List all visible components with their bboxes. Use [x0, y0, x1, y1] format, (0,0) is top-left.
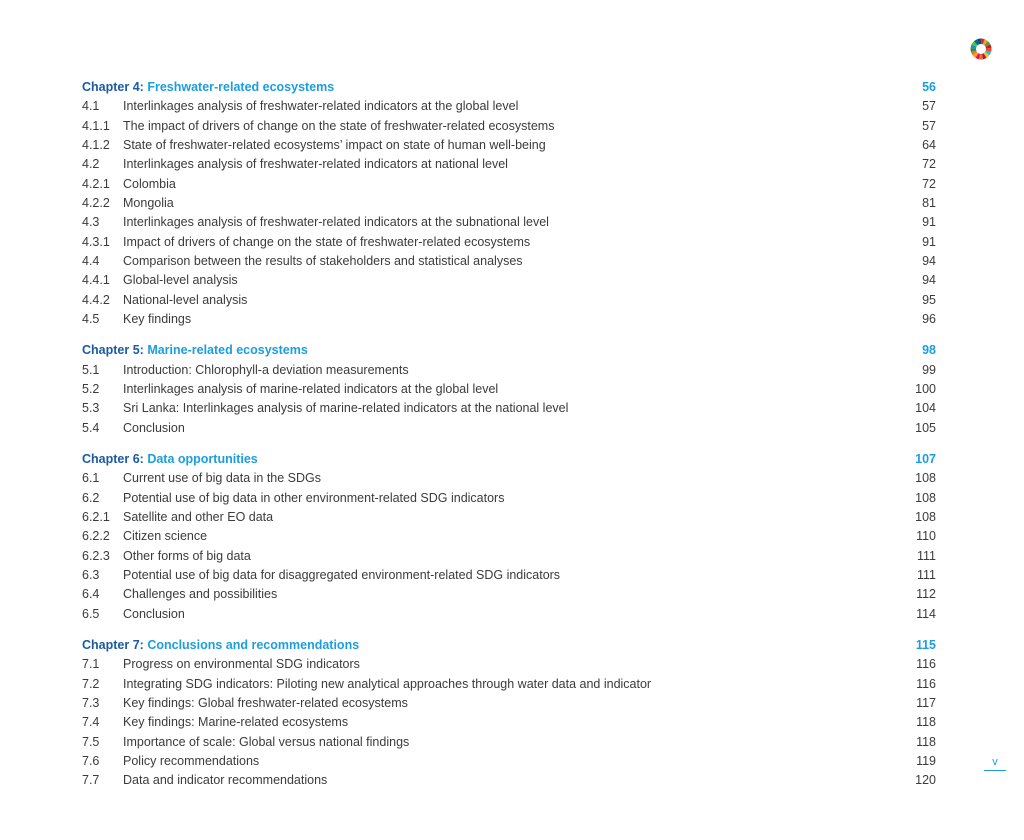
chapter-title: Conclusions and recommendations — [147, 637, 360, 652]
chapter-section — [82, 78, 936, 329]
section-page-number: 116 — [916, 657, 936, 672]
toc-entry[interactable] — [82, 271, 936, 290]
section-page-number: 112 — [916, 587, 936, 602]
chapter-prefix: Chapter 7: — [82, 637, 144, 652]
toc-entry[interactable] — [82, 547, 936, 566]
toc-entry[interactable] — [82, 527, 936, 546]
chapter-title: Freshwater-related ecosystems — [147, 80, 335, 94]
section-number: 4.2.2 — [82, 195, 110, 210]
toc-entry[interactable] — [82, 733, 936, 752]
section-title: Colombia — [123, 176, 176, 191]
toc-entry[interactable] — [82, 194, 936, 213]
section-number: 6.2.3 — [82, 548, 110, 563]
section-number: 6.2 — [82, 490, 100, 505]
toc-entry[interactable] — [82, 605, 936, 624]
section-title: Data and indicator recommendations — [123, 773, 328, 788]
toc-entry[interactable] — [82, 252, 936, 271]
toc-entry[interactable] — [82, 566, 936, 585]
table-of-contents — [82, 78, 936, 802]
section-page-number: 94 — [922, 253, 936, 268]
chapter-section — [82, 636, 936, 791]
section-number: 4.3 — [82, 215, 100, 230]
section-title: Progress on environmental SDG indicators — [123, 657, 360, 672]
chapter-title: Data opportunities — [147, 451, 258, 466]
section-page-number: 108 — [915, 471, 936, 486]
section-title: Interlinkages analysis of marine-related indicators at the global level — [123, 381, 499, 396]
section-number: 6.4 — [82, 587, 100, 602]
chapter-heading[interactable] — [82, 341, 936, 360]
section-page-number: 104 — [915, 401, 936, 416]
section-page-number: 118 — [916, 715, 936, 730]
chapter-page-number: 115 — [915, 637, 936, 652]
section-title: Current use of big data in the SDGs — [123, 471, 322, 486]
section-number: 4.5 — [82, 311, 100, 326]
toc-entry[interactable] — [82, 419, 936, 438]
section-number: 4.2.1 — [82, 176, 110, 191]
section-number: 4.3.1 — [82, 234, 110, 249]
chapter-prefix: Chapter 4: — [82, 80, 144, 94]
chapter-page-number: 107 — [915, 451, 936, 466]
section-page-number: 114 — [916, 606, 936, 621]
section-page-number: 100 — [915, 381, 936, 396]
section-title: Conclusion — [123, 606, 185, 621]
section-title: Conclusion — [123, 420, 185, 435]
section-number: 6.2.2 — [82, 529, 110, 544]
section-title: Potential use of big data for disaggregated environment-related SDG indicators — [123, 567, 561, 582]
chapter-page-number: 98 — [922, 343, 936, 358]
section-title: Other forms of big data — [123, 548, 251, 563]
section-number: 5.1 — [82, 362, 100, 377]
section-page-number: 108 — [915, 509, 936, 524]
toc-entry[interactable] — [82, 361, 936, 380]
toc-entry[interactable] — [82, 233, 936, 252]
section-page-number: 81 — [922, 195, 936, 210]
section-title: Impact of drivers of change on the state of freshwater-related ecosystems — [123, 234, 531, 249]
chapter-heading[interactable] — [82, 636, 936, 655]
section-number: 7.4 — [82, 715, 100, 730]
chapter-section — [82, 341, 936, 438]
section-title: The impact of drivers of change on the state of freshwater-related ecosystems — [123, 118, 555, 133]
section-page-number: 116 — [916, 676, 936, 691]
chapter-heading[interactable] — [82, 78, 936, 97]
section-page-number: 111 — [916, 567, 936, 582]
section-page-number: 91 — [922, 215, 936, 230]
section-number: 7.6 — [82, 753, 100, 768]
section-page-number: 91 — [922, 234, 936, 249]
section-title: Integrating SDG indicators: Piloting new analytical approaches through water data and indicator — [123, 676, 652, 691]
section-title: Satellite and other EO data — [123, 509, 274, 524]
section-title: Introduction: Chlorophyll-a deviation measurements — [123, 362, 409, 377]
section-title: Key findings: Global freshwater-related ecosystems — [123, 695, 408, 710]
section-number: 7.1 — [82, 657, 100, 672]
section-number: 7.2 — [82, 676, 100, 691]
toc-entry[interactable] — [82, 136, 936, 155]
section-page-number: 57 — [922, 118, 936, 133]
chapter-title: Marine-related ecosystems — [147, 343, 308, 358]
toc-entry[interactable] — [82, 399, 936, 418]
toc-entry[interactable] — [82, 675, 936, 694]
toc-entry[interactable] — [82, 713, 936, 732]
section-number: 5.4 — [82, 420, 100, 435]
chapter-page-number: 56 — [922, 80, 936, 94]
section-title: Challenges and possibilities — [123, 587, 278, 602]
toc-entry[interactable] — [82, 585, 936, 604]
section-number: 5.2 — [82, 381, 100, 396]
section-page-number: 118 — [916, 734, 936, 749]
section-number: 6.1 — [82, 471, 100, 486]
section-title: Global-level analysis — [123, 273, 238, 288]
section-page-number: 94 — [922, 273, 936, 288]
section-title: Citizen science — [123, 529, 208, 544]
chapter-prefix: Chapter 5: — [82, 343, 144, 358]
section-number: 6.2.1 — [82, 509, 110, 524]
section-title: Interlinkages analysis of freshwater-related indicators at the subnational level — [123, 215, 549, 230]
chapter-section — [82, 450, 936, 624]
section-page-number: 72 — [922, 176, 936, 191]
section-page-number: 117 — [916, 695, 936, 710]
section-title: Interlinkages analysis of freshwater-related indicators at the global level — [123, 99, 519, 114]
toc-entry[interactable] — [82, 694, 936, 713]
toc-entry[interactable] — [82, 489, 936, 508]
section-number: 4.4 — [82, 253, 100, 268]
toc-entry[interactable] — [82, 213, 936, 232]
toc-entry[interactable] — [82, 655, 936, 674]
section-title: Importance of scale: Global versus national findings — [123, 734, 410, 749]
section-title: State of freshwater-related ecosystems’ impact on state of human well-being — [123, 137, 546, 152]
section-page-number: 72 — [922, 157, 936, 172]
section-page-number: 96 — [922, 311, 936, 326]
chapter-prefix: Chapter 6: — [82, 451, 144, 466]
toc-entry[interactable] — [82, 508, 936, 527]
toc-entry[interactable] — [82, 175, 936, 194]
toc-entry[interactable] — [82, 97, 936, 116]
section-title: National-level analysis — [123, 292, 248, 307]
section-page-number: 110 — [916, 529, 936, 544]
toc-entry[interactable] — [82, 291, 936, 310]
section-page-number: 111 — [916, 548, 936, 563]
toc-entry[interactable] — [82, 752, 936, 771]
section-number: 4.4.1 — [82, 273, 110, 288]
page-number: v — [984, 756, 1006, 771]
section-title: Comparison between the results of stakeholders and statistical analyses — [123, 253, 523, 268]
section-number: 7.5 — [82, 734, 100, 749]
section-page-number: 99 — [922, 362, 936, 377]
section-number: 4.2 — [82, 157, 100, 172]
toc-entry[interactable] — [82, 310, 936, 329]
section-page-number: 105 — [915, 420, 936, 435]
section-title: Mongolia — [123, 195, 174, 210]
section-page-number: 108 — [915, 490, 936, 505]
section-number: 4.4.2 — [82, 292, 110, 307]
section-title: Interlinkages analysis of freshwater-related indicators at national level — [123, 157, 508, 172]
section-number: 7.7 — [82, 773, 100, 788]
toc-entry[interactable] — [82, 771, 936, 790]
section-number: 5.3 — [82, 401, 100, 416]
section-title: Policy recommendations — [123, 753, 260, 768]
toc-entry[interactable] — [82, 155, 936, 174]
toc-entry[interactable] — [82, 380, 936, 399]
section-title: Potential use of big data in other environment-related SDG indicators — [123, 490, 505, 505]
toc-entry[interactable] — [82, 117, 936, 136]
section-number: 4.1.2 — [82, 137, 110, 152]
section-page-number: 120 — [915, 773, 936, 788]
section-page-number: 95 — [922, 292, 936, 307]
section-number: 7.3 — [82, 695, 100, 710]
section-number: 6.5 — [82, 606, 100, 621]
section-number: 4.1.1 — [82, 118, 110, 133]
section-number: 4.1 — [82, 99, 100, 114]
section-title: Sri Lanka: Interlinkages analysis of marine-related indicators at the national level — [123, 401, 569, 416]
section-page-number: 57 — [922, 99, 936, 114]
section-title: Key findings — [123, 311, 192, 326]
section-page-number: 119 — [916, 753, 936, 768]
sdg-wheel-icon — [970, 38, 992, 60]
section-number: 6.3 — [82, 567, 100, 582]
chapter-heading[interactable] — [82, 450, 936, 469]
toc-entry[interactable] — [82, 469, 936, 488]
section-title: Key findings: Marine-related ecosystems — [123, 715, 349, 730]
section-page-number: 64 — [922, 137, 936, 152]
